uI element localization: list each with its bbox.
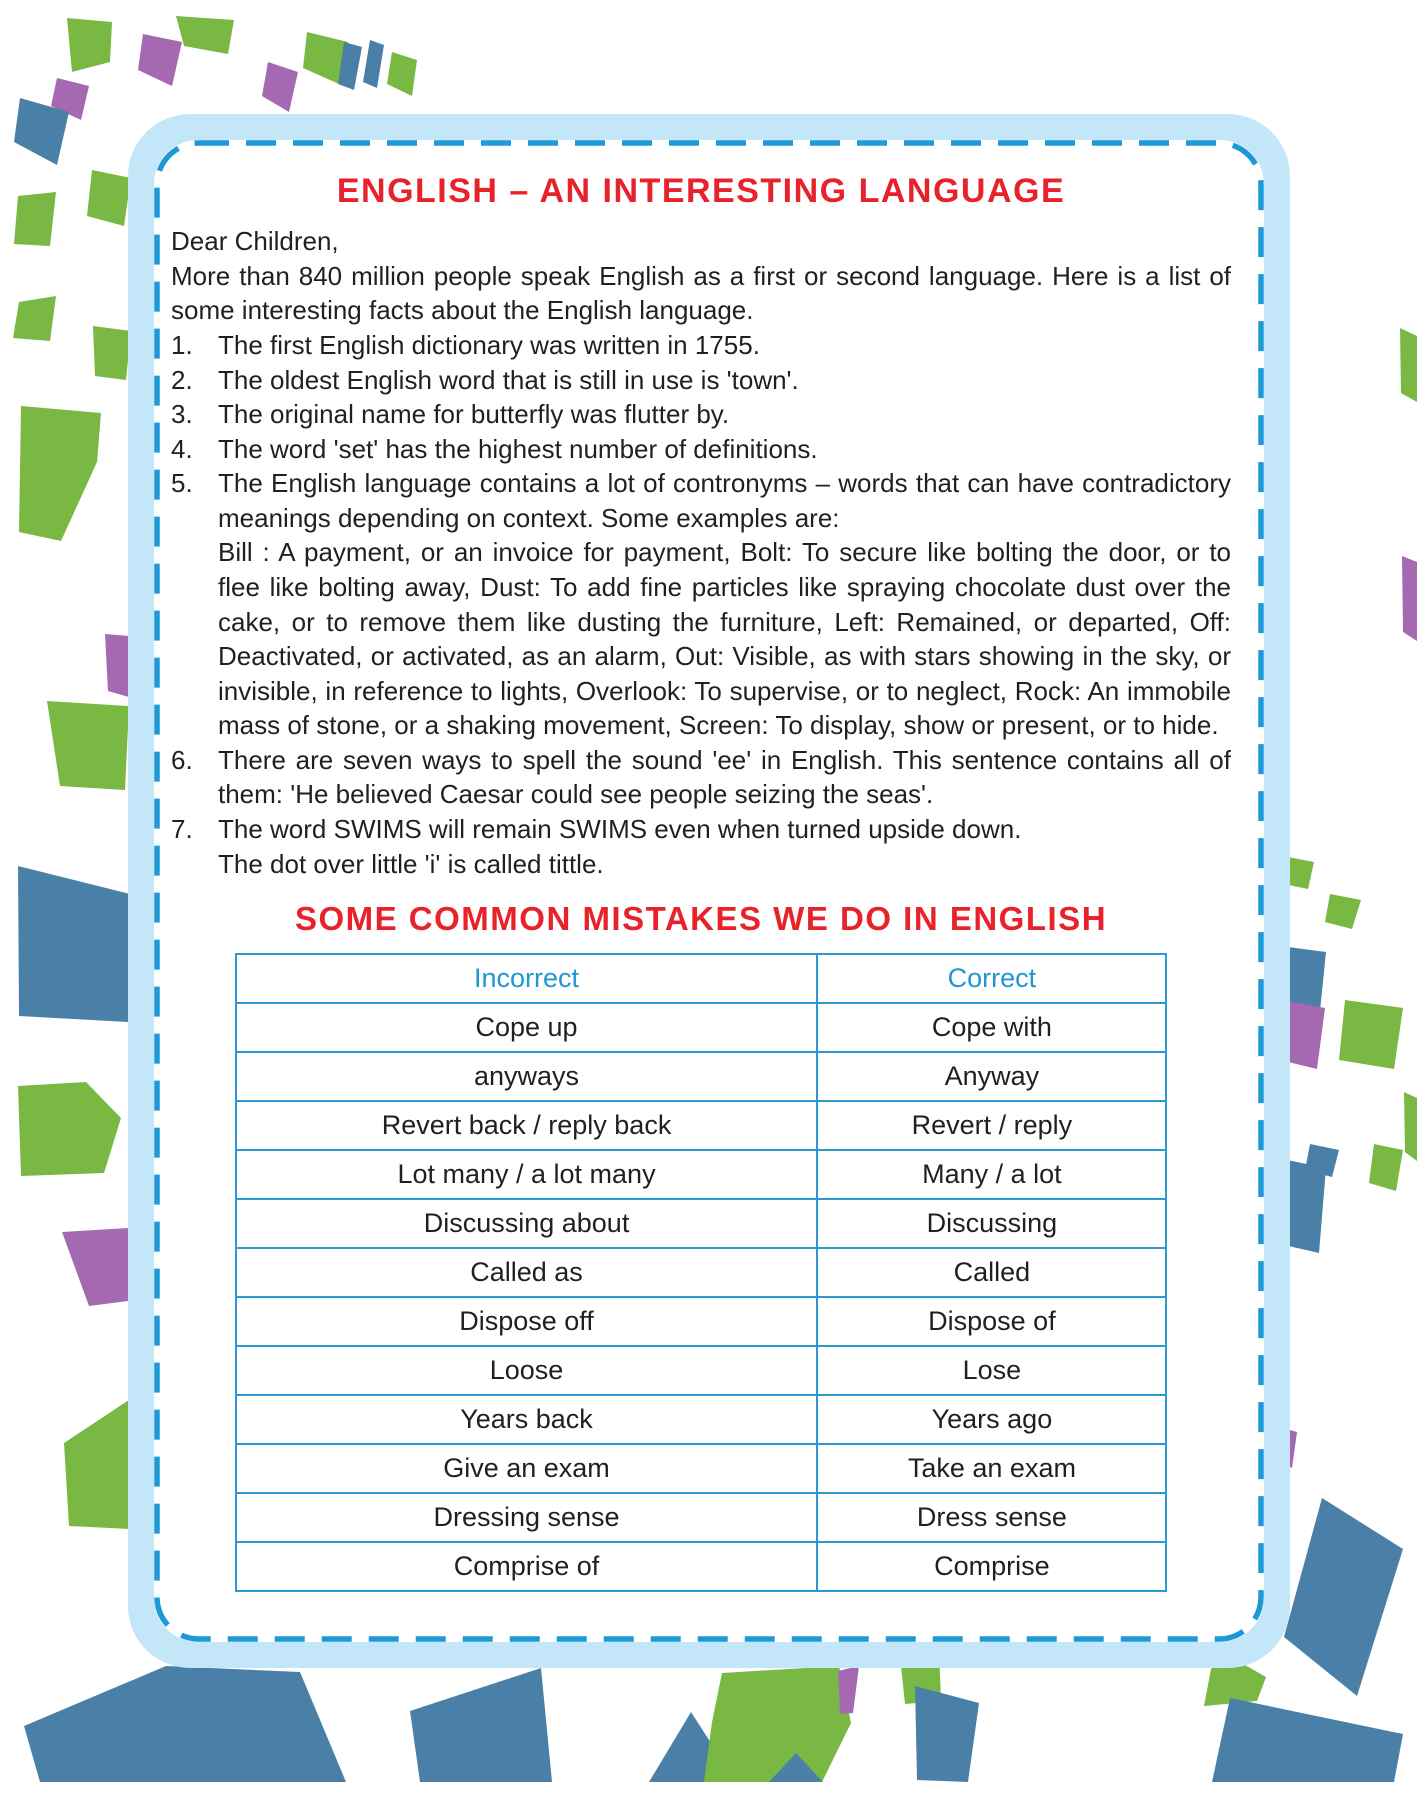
fact-number: 4. [171, 433, 193, 464]
correct-cell: Dress sense [817, 1493, 1166, 1542]
correct-cell: Comprise [817, 1542, 1166, 1591]
header-row [236, 954, 1167, 1003]
fact-text: The word SWIMS will remain SWIMS even when turned upside down. [218, 814, 1022, 845]
table-title: SOME COMMON MISTAKES WE DO IN ENGLISH [294, 900, 1108, 938]
fact-extra-text: Bill : A payment, or an invoice for payment, Bolt: To secure like bolting the door, or to flee like bolting away, Dust: To add fine particles like spraying chocolate dust over the cake, or to remove them like dusting the furniture, Left: Remained, or departed, Off: Deactivated, or activated, as an alarm, Out: Visible, as with stars showing in the sky, or invisible, in reference to lights, Overlook: To supervise, or to neglect, Rock: An immobile mass of stone, or a shaking movement, Screen: To display, show or present, or to hide. [218, 537, 1231, 741]
facts-list [171, 328, 1231, 881]
table-row [236, 1346, 1167, 1395]
correct-cell: Years ago [817, 1395, 1166, 1444]
fact-item [171, 363, 1231, 398]
fact-text: The original name for butterfly was flutter by. [218, 399, 730, 430]
column-header-incorrect: Incorrect [236, 954, 818, 1003]
fact-number: 6. [171, 744, 193, 775]
table-row [236, 1052, 1167, 1101]
incorrect-cell: Dressing sense [236, 1493, 818, 1542]
fact-body [218, 432, 1231, 467]
table-row [236, 1395, 1167, 1444]
card-content [161, 147, 1257, 1635]
fact-text: The oldest English word that is still in use is 'town'. [218, 364, 799, 395]
correct-cell: Revert / reply [817, 1101, 1166, 1150]
table-row [236, 1542, 1167, 1591]
correct-cell: Cope with [817, 1003, 1166, 1052]
table-row [236, 1493, 1167, 1542]
fact-item [171, 812, 1231, 881]
table-row [236, 1150, 1167, 1199]
mistakes-table-body [236, 1003, 1167, 1591]
table-row [236, 1248, 1167, 1297]
fact-number: 7. [171, 814, 193, 845]
fact-item [171, 466, 1231, 743]
fact-extra-text: The dot over little 'i' is called tittle. [218, 848, 604, 879]
table-row [236, 1003, 1167, 1052]
correct-cell: Discussing [817, 1199, 1166, 1248]
correct-cell: Called [817, 1248, 1166, 1297]
mistakes-table-header [236, 954, 1167, 1003]
fact-body [218, 743, 1231, 812]
fact-item [171, 743, 1231, 812]
fact-body [218, 328, 1231, 363]
incorrect-cell: Lot many / a lot many [236, 1150, 818, 1199]
fact-body [218, 363, 1231, 398]
fact-text: There are seven ways to spell the sound 'ee' in English. This sentence contains all of them: 'He believed Caesar could see people seizing the seas'. [218, 744, 1231, 810]
fact-number: 5. [171, 468, 193, 499]
incorrect-cell: Cope up [236, 1003, 818, 1052]
fact-body [218, 397, 1231, 432]
fact-number: 1. [171, 329, 193, 360]
incorrect-cell: Years back [236, 1395, 818, 1444]
salutation: Dear Children, [171, 226, 339, 257]
table-row [236, 1101, 1167, 1150]
fact-item [171, 432, 1231, 467]
content-card [128, 114, 1290, 1668]
correct-cell: Anyway [817, 1052, 1166, 1101]
mistakes-table [235, 953, 1168, 1592]
correct-cell: Take an exam [817, 1444, 1166, 1493]
fact-body [218, 812, 1231, 881]
fact-item [171, 328, 1231, 363]
incorrect-cell: Give an exam [236, 1444, 818, 1493]
fact-body [218, 466, 1231, 743]
incorrect-cell: anyways [236, 1052, 818, 1101]
fact-number: 3. [171, 399, 193, 430]
correct-cell: Dispose of [817, 1297, 1166, 1346]
fact-text: The word 'set' has the highest number of definitions. [218, 433, 818, 464]
fact-text: The first English dictionary was written in 1755. [218, 329, 760, 360]
incorrect-cell: Dispose off [236, 1297, 818, 1346]
column-header-correct: Correct [817, 954, 1166, 1003]
incorrect-cell: Revert back / reply back [236, 1101, 818, 1150]
correct-cell: Many / a lot [817, 1150, 1166, 1199]
intro-paragraph: More than 840 million people speak English as a first or second language. Here is a list of some interesting facts about the English language. [171, 260, 1231, 326]
incorrect-cell: Loose [236, 1346, 818, 1395]
incorrect-cell: Discussing about [236, 1199, 818, 1248]
fact-item [171, 397, 1231, 432]
incorrect-cell: Comprise of [236, 1542, 818, 1591]
fact-text: The English language contains a lot of contronyms – words that can have contradictory meanings depending on context. Some examples are: [218, 468, 1231, 533]
correct-cell: Lose [817, 1346, 1166, 1395]
table-row [236, 1444, 1167, 1493]
table-row [236, 1199, 1167, 1248]
page-title: ENGLISH – AN INTERESTING LANGUAGE [336, 172, 1066, 210]
incorrect-cell: Called as [236, 1248, 818, 1297]
fact-number: 2. [171, 364, 193, 395]
table-row [236, 1297, 1167, 1346]
